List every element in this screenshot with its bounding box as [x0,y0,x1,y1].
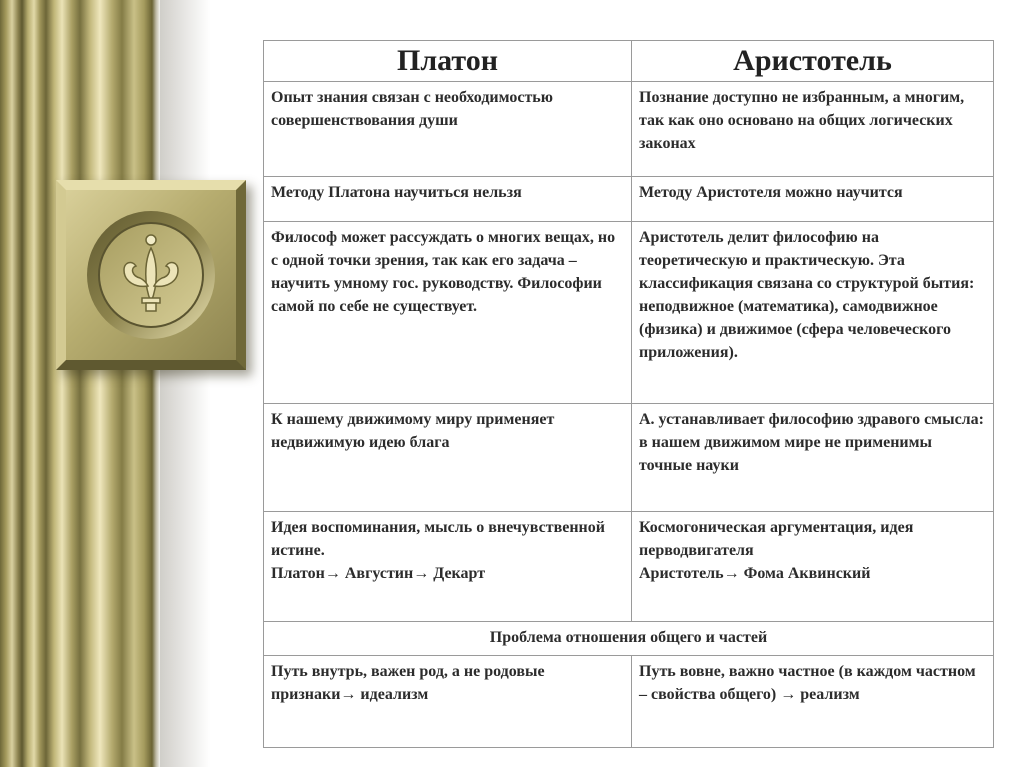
cell-aristotle: А. устанавливает философию здравого смысла: в нашем движимом мире не применимы точные науки [632,404,994,512]
cell-aristotle: Аристотель делит философию на теоретическую и практическую. Эта классификация связана со структурой бытия: неподвижное (математика), самодвижное (физика) и движимое (сфера человеческого приложения). [632,222,994,404]
decorative-column [0,0,160,767]
cell-plato: Идея воспоминания, мысль о внечувственной истине. Платон→ Августин→ Декарт [264,512,632,622]
cell-plato: К нашему движимому миру применяет недвижимую идею блага [264,404,632,512]
table-row [264,82,994,177]
header-row [264,41,994,82]
cell-aristotle: Космогоническая аргументация, идея перводвигателя Аристотель→ Фома Аквинский [632,512,994,622]
table-row [264,177,994,222]
ornament-block [56,180,246,370]
table-row [264,404,994,512]
cell-aristotle: Познание доступно не избранным, а многим, так как оно основано на общих логических законах [632,82,994,177]
cell-plato: Опыт знания связан с необходимостью совершенствования души [264,82,632,177]
cell-plato: Методу Платона научиться нельзя [264,177,632,222]
comparison-table-wrapper [263,40,993,748]
column-shadow [160,0,210,767]
comparison-table [263,40,994,748]
table-row [264,222,994,404]
cell-plato: Путь внутрь, важен род, а не родовые признаки→ идеализм [264,656,632,748]
cell-aristotle: Методу Аристотеля можно научится [632,177,994,222]
header-plato: Платон [264,41,632,82]
span-cell: Проблема отношения общего и частей [264,622,994,656]
span-row [264,622,994,656]
header-aristotle: Аристотель [632,41,994,82]
cell-aristotle: Путь вовне, важно частное (в каждом частном – свойства общего) → реализм [632,656,994,748]
table-row [264,512,994,622]
fleur-de-lis-icon [66,190,236,360]
table-row [264,656,994,748]
cell-plato: Философ может рассуждать о многих вещах, но с одной точки зрения, так как его задача – научить умному гос. руководству. Философии самой по себе не существует. [264,222,632,404]
